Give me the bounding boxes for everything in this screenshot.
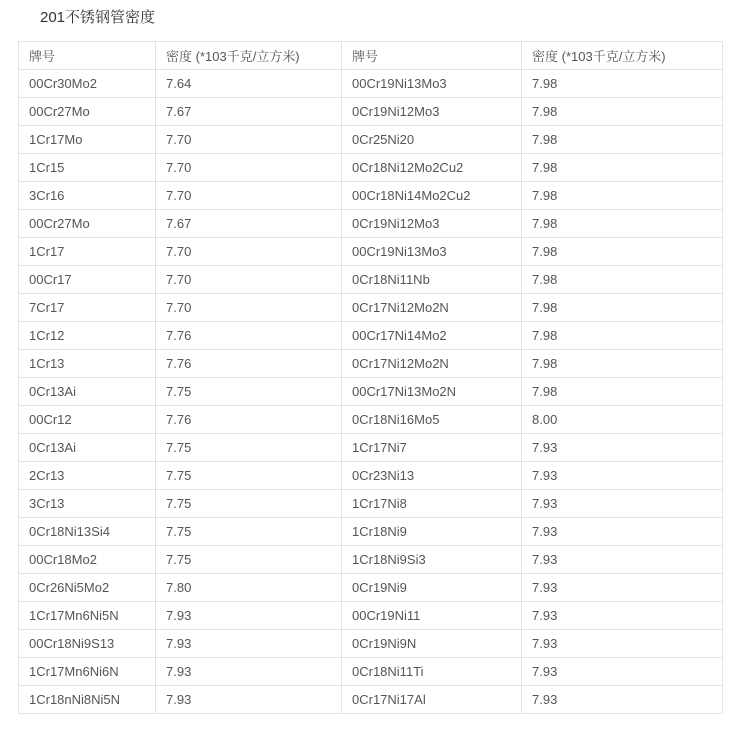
density-cell: 7.93 [522, 434, 723, 462]
grade-cell: 0Cr26Ni5Mo2 [19, 574, 156, 602]
table-row [19, 238, 723, 266]
grade-cell: 2Cr13 [19, 462, 156, 490]
table-row [19, 70, 723, 98]
density-cell: 7.98 [522, 70, 723, 98]
table-row [19, 378, 723, 406]
density-cell: 7.75 [156, 462, 342, 490]
grade-cell: 1Cr17Mn6Ni6N [19, 658, 156, 686]
density-table [18, 41, 723, 714]
grade-cell: 1Cr18Ni9 [342, 518, 522, 546]
density-cell: 7.98 [522, 126, 723, 154]
grade-cell: 00Cr17Ni14Mo2 [342, 322, 522, 350]
grade-cell: 0Cr17Ni17Al [342, 686, 522, 714]
grade-cell: 00Cr30Mo2 [19, 70, 156, 98]
density-cell: 7.75 [156, 378, 342, 406]
density-cell: 7.98 [522, 294, 723, 322]
grade-cell: 1Cr17Ni7 [342, 434, 522, 462]
grade-cell: 00Cr18Mo2 [19, 546, 156, 574]
density-cell: 7.93 [522, 490, 723, 518]
column-header-grade-right: 牌号 [342, 42, 522, 70]
grade-cell: 0Cr13Ai [19, 434, 156, 462]
density-cell: 7.98 [522, 350, 723, 378]
table-row [19, 434, 723, 462]
grade-cell: 1Cr12 [19, 322, 156, 350]
grade-cell: 0Cr13Ai [19, 378, 156, 406]
density-cell: 7.75 [156, 490, 342, 518]
table-row [19, 210, 723, 238]
column-header-grade-left: 牌号 [19, 42, 156, 70]
grade-cell: 0Cr18Ni11Nb [342, 266, 522, 294]
density-cell: 7.70 [156, 126, 342, 154]
density-cell: 7.76 [156, 406, 342, 434]
table-row [19, 658, 723, 686]
grade-cell: 0Cr17Ni12Mo2N [342, 350, 522, 378]
table-row [19, 574, 723, 602]
grade-cell: 0Cr19Ni12Mo3 [342, 210, 522, 238]
density-cell: 7.70 [156, 266, 342, 294]
header-row [19, 42, 723, 70]
grade-cell: 7Cr17 [19, 294, 156, 322]
column-header-density-left: 密度 (*103千克/立方米) [156, 42, 342, 70]
table-row [19, 546, 723, 574]
grade-cell: 0Cr19Ni9 [342, 574, 522, 602]
grade-cell: 0Cr25Ni20 [342, 126, 522, 154]
table-row [19, 490, 723, 518]
density-cell: 7.75 [156, 518, 342, 546]
density-cell: 7.93 [156, 630, 342, 658]
table-row [19, 126, 723, 154]
grade-cell: 0Cr17Ni12Mo2N [342, 294, 522, 322]
density-cell: 7.64 [156, 70, 342, 98]
density-cell: 7.93 [156, 686, 342, 714]
table-row [19, 406, 723, 434]
table-row [19, 322, 723, 350]
grade-cell: 1Cr17Mn6Ni5N [19, 602, 156, 630]
density-cell: 7.70 [156, 182, 342, 210]
table-row [19, 462, 723, 490]
density-cell: 7.93 [522, 574, 723, 602]
density-cell: 7.75 [156, 546, 342, 574]
grade-cell: 00Cr17 [19, 266, 156, 294]
density-cell: 8.00 [522, 406, 723, 434]
grade-cell: 0Cr18Ni13Si4 [19, 518, 156, 546]
grade-cell: 00Cr18Ni14Mo2Cu2 [342, 182, 522, 210]
table-row [19, 518, 723, 546]
grade-cell: 1Cr15 [19, 154, 156, 182]
grade-cell: 0Cr18Ni11Ti [342, 658, 522, 686]
column-header-density-right: 密度 (*103千克/立方米) [522, 42, 723, 70]
grade-cell: 0Cr18Ni16Mo5 [342, 406, 522, 434]
grade-cell: 00Cr12 [19, 406, 156, 434]
grade-cell: 0Cr18Ni12Mo2Cu2 [342, 154, 522, 182]
density-cell: 7.93 [522, 658, 723, 686]
density-cell: 7.93 [156, 602, 342, 630]
grade-cell: 0Cr19Ni12Mo3 [342, 98, 522, 126]
density-cell: 7.67 [156, 98, 342, 126]
density-cell: 7.76 [156, 322, 342, 350]
density-cell: 7.98 [522, 322, 723, 350]
table-row [19, 602, 723, 630]
grade-cell: 1Cr17Mo [19, 126, 156, 154]
density-cell: 7.93 [522, 546, 723, 574]
grade-cell: 1Cr13 [19, 350, 156, 378]
grade-cell: 00Cr18Ni9S13 [19, 630, 156, 658]
density-cell: 7.93 [522, 630, 723, 658]
table-row [19, 686, 723, 714]
density-cell: 7.70 [156, 154, 342, 182]
table-row [19, 294, 723, 322]
page-title: 201不锈钢管密度 [40, 9, 156, 26]
density-cell: 7.98 [522, 238, 723, 266]
density-cell: 7.93 [522, 462, 723, 490]
density-cell: 7.93 [522, 518, 723, 546]
table-body [19, 70, 723, 714]
grade-cell: 00Cr19Ni13Mo3 [342, 70, 522, 98]
table-row [19, 154, 723, 182]
density-cell: 7.93 [522, 602, 723, 630]
density-cell: 7.98 [522, 182, 723, 210]
table-row [19, 266, 723, 294]
density-cell: 7.98 [522, 154, 723, 182]
page [0, 8, 738, 714]
density-cell: 7.76 [156, 350, 342, 378]
grade-cell: 1Cr17Ni8 [342, 490, 522, 518]
density-cell: 7.98 [522, 98, 723, 126]
density-cell: 7.70 [156, 294, 342, 322]
grade-cell: 3Cr16 [19, 182, 156, 210]
grade-cell: 3Cr13 [19, 490, 156, 518]
density-cell: 7.70 [156, 238, 342, 266]
table-row [19, 182, 723, 210]
density-cell: 7.93 [522, 686, 723, 714]
density-cell: 7.98 [522, 266, 723, 294]
grade-cell: 0Cr23Ni13 [342, 462, 522, 490]
grade-cell: 00Cr19Ni13Mo3 [342, 238, 522, 266]
grade-cell: 00Cr27Mo [19, 210, 156, 238]
table-row [19, 98, 723, 126]
table-row [19, 630, 723, 658]
density-cell: 7.98 [522, 210, 723, 238]
grade-cell: 1Cr17 [19, 238, 156, 266]
grade-cell: 1Cr18Ni9Si3 [342, 546, 522, 574]
grade-cell: 1Cr18nNi8Ni5N [19, 686, 156, 714]
density-cell: 7.98 [522, 378, 723, 406]
grade-cell: 00Cr27Mo [19, 98, 156, 126]
density-cell: 7.75 [156, 434, 342, 462]
grade-cell: 00Cr19Ni11 [342, 602, 522, 630]
density-cell: 7.67 [156, 210, 342, 238]
grade-cell: 0Cr19Ni9N [342, 630, 522, 658]
table-row [19, 350, 723, 378]
density-cell: 7.93 [156, 658, 342, 686]
density-cell: 7.80 [156, 574, 342, 602]
grade-cell: 00Cr17Ni13Mo2N [342, 378, 522, 406]
